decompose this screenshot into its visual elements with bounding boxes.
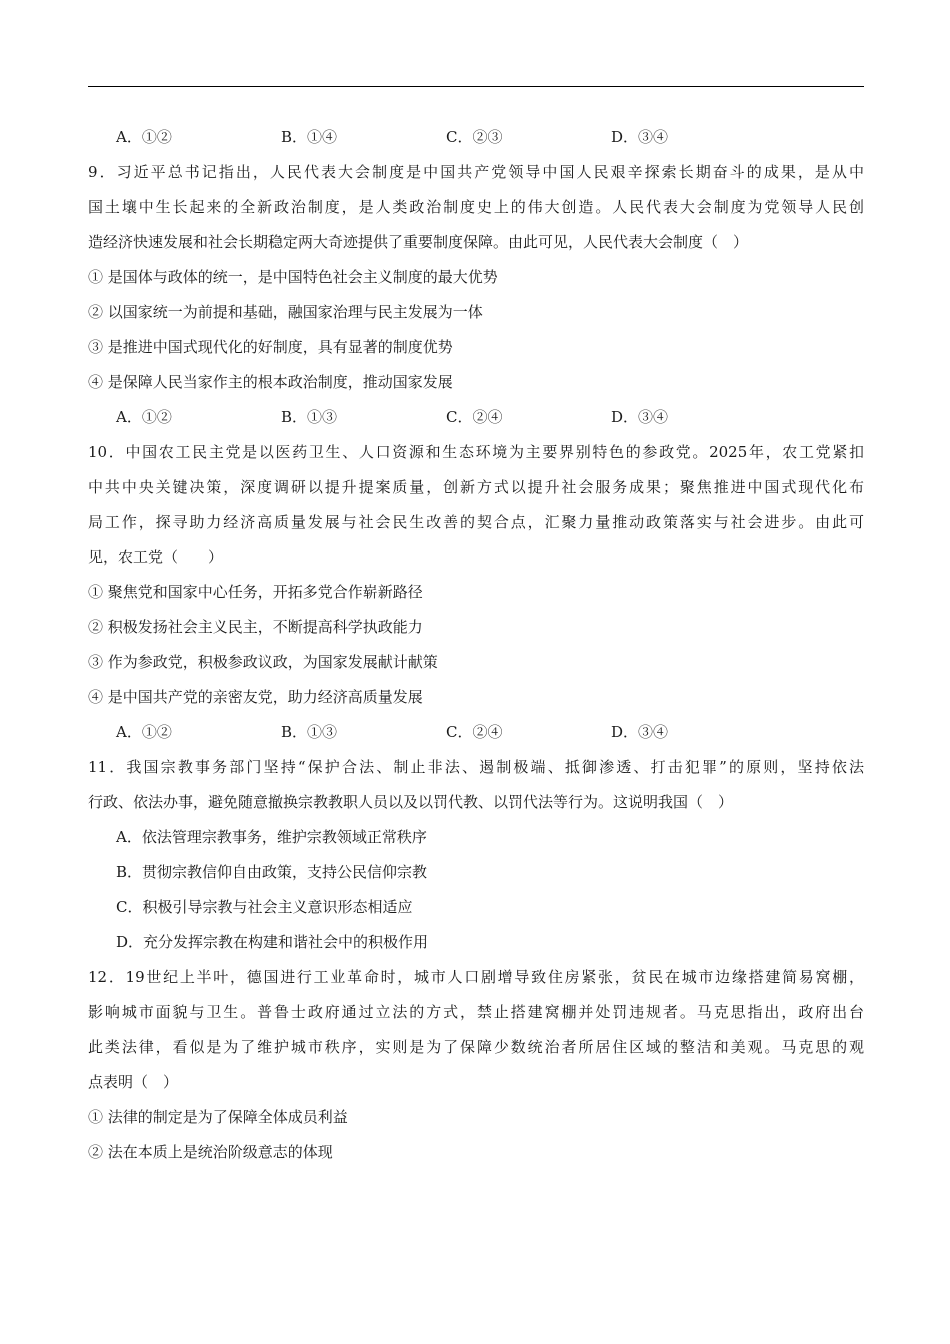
q11-option-d: D．充分发挥宗教在构建和谐社会中的积极作用: [116, 933, 429, 951]
q12-statement-1: ① 法律的制定是为了保障全体成员利益: [88, 1108, 348, 1126]
q12-statement-2: ② 法在本质上是统治阶级意志的体现: [88, 1143, 333, 1161]
q10-stem-line: 局工作，探寻助力经济高质量发展与社会民生改善的契合点，汇聚力量推动政策落实与社会进步。由此可: [88, 513, 864, 531]
q10-stem-line: 中共中央关键决策，深度调研以提升提案质量，创新方式以提升社会服务成果；聚焦推进中国式现代化布: [88, 478, 864, 496]
q12-stem-line: 12．19世纪上半叶，德国进行工业革命时，城市人口剧增导致住房紧张，贫民在城市边缘搭建简易窝棚，: [88, 968, 864, 986]
q10-option-d: D．③④: [611, 723, 669, 741]
q10-statement-1: ① 聚焦党和国家中心任务，开拓多党合作崭新路径: [88, 583, 423, 601]
q10-stem-line: 见，农工党（ ）: [88, 548, 224, 566]
q9-stem-line: 国土壤中生长起来的全新政治制度，是人类政治制度史上的伟大创造。人民代表大会制度为党领导人民创: [88, 198, 864, 216]
q11-option-b: B．贯彻宗教信仰自由政策，支持公民信仰宗教: [116, 863, 428, 881]
q12-stem-line: 影响城市面貌与卫生。普鲁士政府通过立法的方式，禁止搭建窝棚并处罚违规者。马克思指出，政府出台: [88, 1003, 864, 1021]
q9-statement-3: ③ 是推进中国式现代化的好制度，具有显著的制度优势: [88, 338, 453, 356]
q10-option-c: C．②④: [446, 723, 503, 741]
q9-statement-1: ① 是国体与政体的统一，是中国特色社会主义制度的最大优势: [88, 268, 498, 286]
q12-stem-line: 点表明（ ）: [88, 1073, 179, 1091]
q9-stem-line: 造经济快速发展和社会长期稳定两大奇迹提供了重要制度保障。由此可见，人民代表大会制度（ ）: [88, 233, 749, 251]
q10-options: [88, 715, 864, 750]
header-rule: [88, 86, 864, 87]
q9-stem-line: 9．习近平总书记指出，人民代表大会制度是中国共产党领导中国人民艰辛探索长期奋斗的成果，是从中: [88, 163, 864, 181]
q12-stem-line: 此类法律，看似是为了维护城市秩序，实则是为了保障少数统治者所居住区域的整洁和美观。马克思的观: [88, 1038, 864, 1056]
q8-option-c: C．②③: [446, 128, 503, 146]
q10-option-b: B．①③: [281, 723, 338, 741]
q10-statement-3: ③ 作为参政党，积极参政议政，为国家发展献计献策: [88, 653, 438, 671]
q11-stem-line: 11．我国宗教事务部门坚持“保护合法、制止非法、遏制极端、抵御渗透、打击犯罪”的原则，坚持依法: [88, 758, 864, 776]
q9-statement-4: ④ 是保障人民当家作主的根本政治制度，推动国家发展: [88, 373, 453, 391]
q10-statement-4: ④ 是中国共产党的亲密友党，助力经济高质量发展: [88, 688, 423, 706]
q9-options: [88, 400, 864, 435]
q11-option-c: C．积极引导宗教与社会主义意识形态相适应: [116, 898, 413, 916]
q11-stem-line: 行政、依法办事，避免随意撤换宗教教职人员以及以罚代教、以罚代法等行为。这说明我国（ ）: [88, 793, 734, 811]
q8-option-a: A．①②: [116, 128, 172, 146]
q10-option-a: A．①②: [116, 723, 172, 741]
q10-statement-2: ② 积极发扬社会主义民主，不断提高科学执政能力: [88, 618, 423, 636]
q8-options: [88, 120, 864, 155]
q9-option-c: C．②④: [446, 408, 503, 426]
exam-page-content: [88, 120, 864, 1170]
q9-option-b: B．①③: [281, 408, 338, 426]
q8-option-d: D．③④: [611, 128, 669, 146]
q9-option-a: A．①②: [116, 408, 172, 426]
q11-option-a: A．依法管理宗教事务，维护宗教领域正常秩序: [116, 828, 427, 846]
q9-statement-2: ② 以国家统一为前提和基础，融国家治理与民主发展为一体: [88, 303, 483, 321]
q9-option-d: D．③④: [611, 408, 669, 426]
q8-option-b: B．①④: [281, 128, 338, 146]
q10-stem-line: 10．中国农工民主党是以医药卫生、人口资源和生态环境为主要界别特色的参政党。2025年，农工党紧扣: [88, 443, 864, 461]
